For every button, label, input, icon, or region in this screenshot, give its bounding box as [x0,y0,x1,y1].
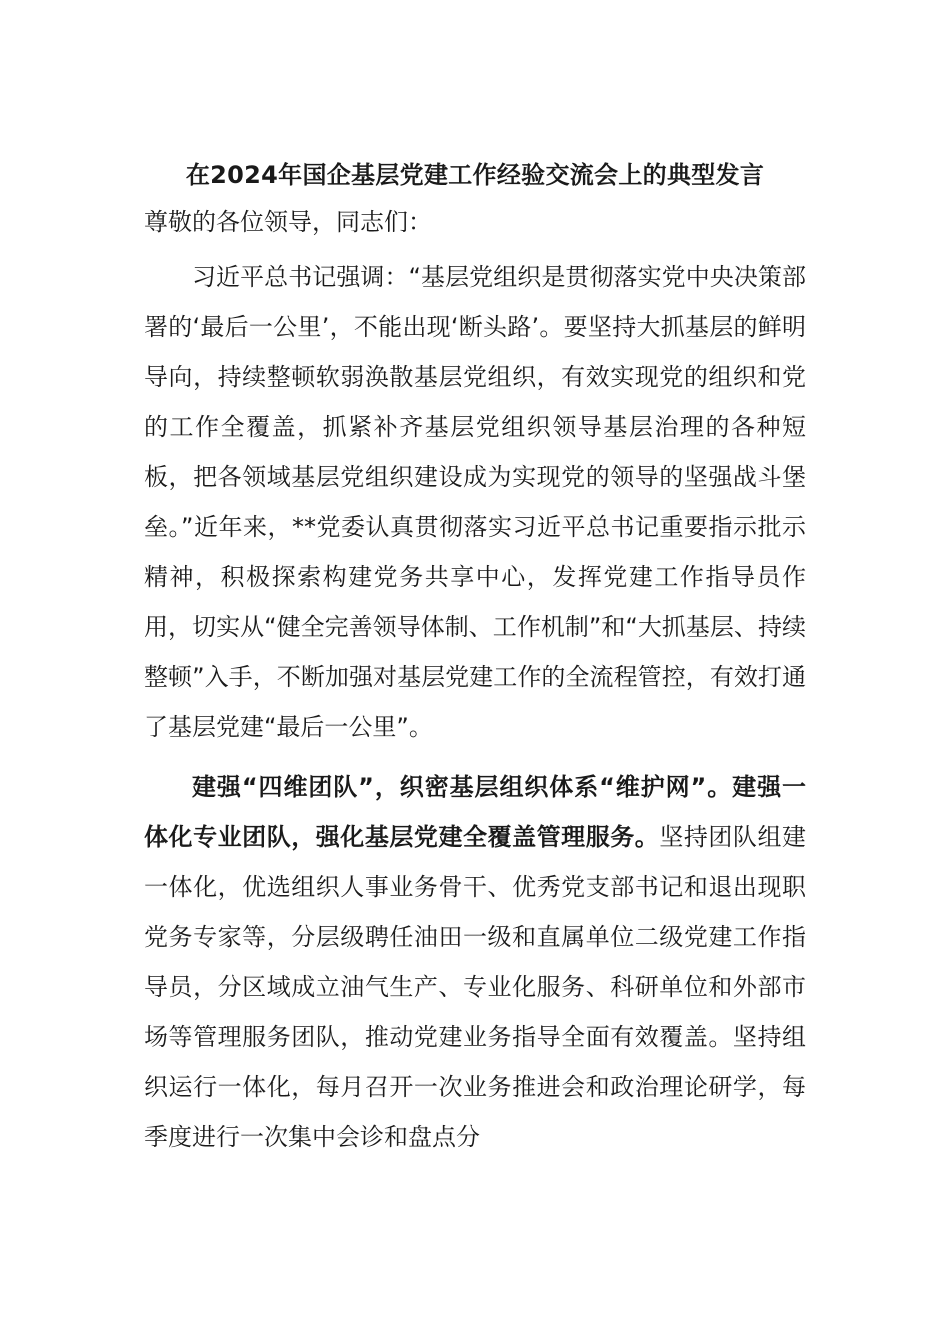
paragraph-intro [144,252,806,752]
paragraph-section-1 [144,762,806,1162]
paragraph-text: 习近平总书记强调：“基层党组织是贯彻落实党中央决策部署的‘最后一公里’，不能出现‘断头路’。要坚持大抓基层的鲜明导向，持续整顿软弱涣散基层党组织，有效实现党的组织和党的工作全覆盖，抓紧补齐基层党组织领导基层治理的各种短板，把各领域基层党组织建设成为实现党的领导的坚强战斗堡垒。”近年来，**党委认真贯彻落实习近平总书记重要指示批示精神，积极探索构建党务共享中心，发挥党建工作指导员作用，切实从“健全完善领导体制、工作机制”和“大抓基层、持续整顿”入手，不断加强对基层党建工作的全流程管控，有效打通了基层党建“最后一公里”。 [144,263,806,741]
paragraph-lead: 建强“四维团队”，织密基层组织体系“维护网”。建强一体化专业团队，强化基层党建全覆盖管理服务。 [144,773,806,851]
document-title: 在2024年国企基层党建工作经验交流会上的典型发言 [185,161,765,189]
document-body [144,154,806,1162]
salutation: 尊敬的各位领导，同志们： [144,208,432,236]
paragraph-text: 坚持团队组建一体化，优选组织人事业务骨干、优秀党支部书记和退出现职党务专家等，分层级聘任油田一级和直属单位二级党建工作指导员，分区域成立油气生产、专业化服务、科研单位和外部市场等管理服务团队，推动党建业务指导全面有效覆盖。坚持组织运行一体化，每月召开一次业务推进会和政治理论研学，每季度进行一次集中会诊和盘点分 [144,823,807,1151]
